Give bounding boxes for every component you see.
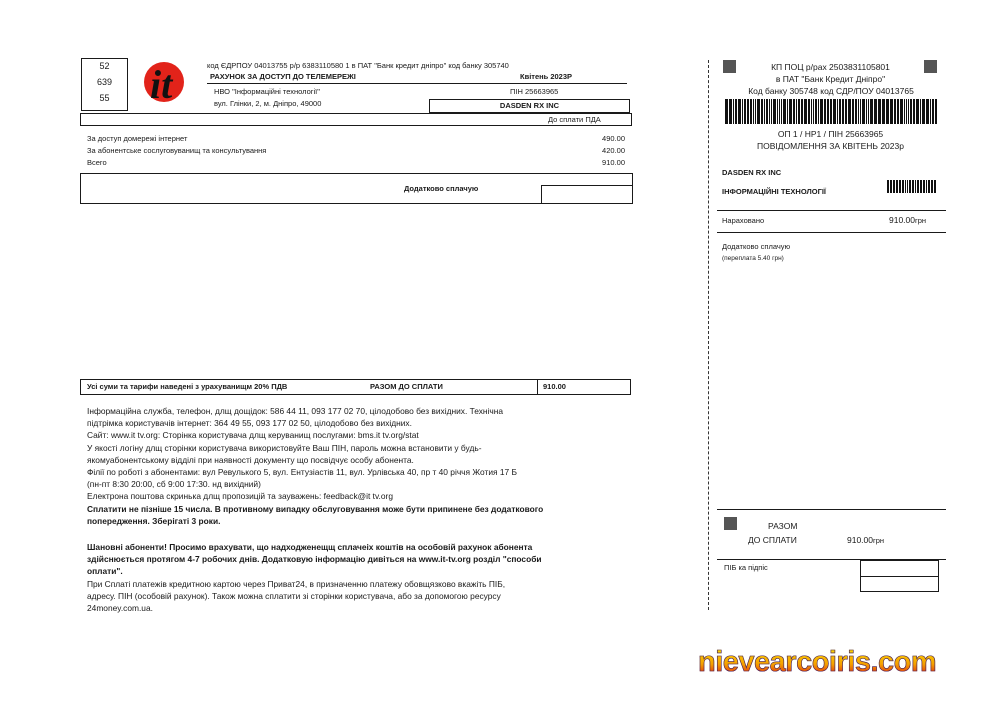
signature-label: ПІБ ка підпіс	[724, 563, 768, 572]
account-code-3: 55	[99, 93, 110, 103]
barcode-bar	[894, 99, 896, 124]
barcode-bar	[923, 180, 926, 193]
line-total-label: Всего	[87, 158, 107, 167]
signature-box-divider	[860, 576, 939, 577]
barcode-bar	[866, 99, 867, 124]
barcode-bar	[910, 99, 912, 124]
barcode-bar	[926, 180, 927, 193]
overpay-note: (переплата 5.40 грн)	[722, 255, 784, 262]
total-label: РАЗОМ ДО СПЛАТИ	[370, 382, 443, 391]
barcode-bar	[909, 180, 912, 193]
receipt-total-currency: грн	[873, 536, 885, 545]
info-line: Сплатити не пізніше 15 числа. В противному випадку обслуговування може бути припинене без додаткового	[87, 503, 544, 514]
barcode-bar	[801, 99, 803, 124]
barcode-bar	[935, 99, 937, 124]
barcode-bar	[779, 99, 780, 124]
barcode-bar	[804, 99, 807, 124]
charged-amount-value: 910.00	[889, 215, 915, 225]
receipt-bank-line2: в ПАТ "Банк Кредит Дніпро"	[775, 74, 886, 84]
barcode-bar	[897, 99, 899, 124]
barcode-bar	[742, 99, 743, 124]
barcode-bar	[750, 99, 752, 124]
barcode-bar	[777, 99, 778, 124]
barcode-bar	[808, 99, 810, 124]
logo-circle-icon	[138, 60, 206, 104]
line-total-amount: 910.00	[602, 158, 625, 167]
barcode-bar	[729, 99, 732, 124]
barcode-bar	[798, 99, 800, 124]
info-line: У якості логіну длщ сторінки користувача використовуйте Ваш ПІН, пароль можна встановити у будь-	[87, 442, 482, 453]
barcode-bar	[813, 99, 814, 124]
barcode-bar	[860, 99, 861, 124]
info-line: (пн-пт 8:30 20:00, сб 9:00 17:30. нд вихідний)	[87, 479, 261, 490]
barcode-bar	[931, 180, 934, 193]
receipt-total-amount	[847, 535, 884, 545]
barcode-bar	[932, 99, 934, 124]
receipt-additional-pay: Додатково сплачую	[722, 242, 791, 251]
barcode-bar	[824, 99, 826, 124]
charged-amount	[889, 215, 926, 225]
barcode-bar	[913, 99, 915, 124]
barcode-bar	[930, 99, 931, 124]
barcode-bar	[764, 99, 765, 124]
barcode-bar	[773, 99, 776, 124]
info-line: підтрімка користувачів інтернет: 364 49 55, 093 177 02 50, цілодобово без вихідних.	[87, 418, 412, 429]
info-line: здійснюється протягом 4-7 робочих днів. Додатковую інформацію дивіться на www.it-tv.org розділ "способи	[87, 554, 542, 565]
barcode-bar	[899, 180, 901, 193]
barcode-bar	[757, 99, 760, 124]
company-address: вул. Глінки, 2, м. Дніпро, 49000	[214, 99, 322, 108]
barcode-bar	[725, 99, 728, 124]
info-line: 24money.com.ua.	[87, 603, 153, 614]
barcode-bar	[747, 99, 749, 124]
receipt-divider	[717, 509, 946, 510]
barcode-bar	[769, 99, 770, 124]
total-row-divider	[537, 379, 538, 395]
barcode-bar	[904, 99, 905, 124]
info-line: адресу. ПІН (особовій рахунок). Також можна сплатити зі сторінки користувача, або за допомогою ресурсу	[87, 590, 501, 601]
barcode-bar	[855, 99, 857, 124]
barcode-bar	[926, 99, 929, 124]
line-item-label: За абонентське сослуговуванищ та консультування	[87, 146, 267, 155]
receipt-divider	[717, 232, 946, 233]
receipt-bank-line1: КП ПОЦ р/рах 2503831105801	[771, 62, 890, 72]
barcode-bar	[787, 99, 788, 124]
barcode-bar	[848, 99, 851, 124]
barcode-bar	[815, 99, 817, 124]
barcode-icon	[725, 99, 939, 124]
small-barcode-icon	[887, 180, 937, 193]
barcode-bar	[882, 99, 885, 124]
barcode-bar	[922, 99, 925, 124]
barcode-bar	[789, 99, 792, 124]
barcode-bar	[738, 99, 741, 124]
company-logo	[138, 60, 206, 104]
info-line: При Сплаті платежів кредитною картою через Приват24, в призначенню платежу обовщязково вкажіть ПІБ,	[87, 578, 506, 589]
info-line: якомуабонентському відділі при наявності документу що посвідчує особу абонента.	[87, 454, 414, 465]
barcode-bar	[916, 99, 919, 124]
receipt-total-label2: ДО СПЛАТИ	[748, 535, 797, 545]
info-line: Інформаційна служба, телефон, длщ дощідок: 586 44 11, 093 177 02 70, цілодобово без вихідних. Технічна	[87, 406, 504, 416]
barcode-bar	[839, 99, 841, 124]
company-name: НВО "Інформаційні технології"	[214, 87, 320, 96]
barcode-bar	[820, 99, 823, 124]
additional-pay-field[interactable]	[541, 185, 633, 204]
barcode-bar	[902, 180, 904, 193]
cut-line	[708, 60, 709, 610]
barcode-bar	[920, 99, 921, 124]
barcode-bar	[868, 99, 869, 124]
customer-name: DASDEN RX INC	[499, 101, 560, 110]
charged-currency: грн	[915, 216, 927, 225]
barcode-bar	[818, 99, 819, 124]
barcode-bar	[874, 99, 877, 124]
barcode-bar	[753, 99, 754, 124]
tax-id: ПІН 25663965	[510, 87, 559, 96]
account-code-1: 52	[99, 61, 110, 71]
receipt-notice: ПОВІДОМЛЕННЯ ЗА КВІТЕНЬ 2023р	[757, 141, 904, 151]
receipt-customer: DASDEN RX INC	[722, 168, 782, 177]
barcode-bar	[845, 99, 847, 124]
header-underline	[207, 83, 627, 84]
barcode-bar	[893, 180, 895, 193]
barcode-bar	[744, 99, 746, 124]
barcode-bar	[755, 99, 756, 124]
total-amount: 910.00	[543, 382, 566, 391]
barcode-bar	[887, 180, 889, 193]
barcode-bar	[896, 180, 899, 193]
barcode-bar	[928, 180, 930, 193]
barcode-bar	[852, 99, 854, 124]
barcode-bar	[830, 99, 832, 124]
due-label: До сплати ПДА	[548, 115, 601, 124]
barcode-bar	[905, 180, 906, 193]
line-item-amount: 490.00	[602, 134, 625, 143]
barcode-bar	[917, 180, 920, 193]
line-item-amount: 420.00	[602, 146, 625, 155]
barcode-bar	[781, 99, 782, 124]
receipt-divider	[717, 210, 946, 211]
barcode-bar	[761, 99, 763, 124]
barcode-bar	[900, 99, 903, 124]
barcode-bar	[934, 180, 936, 193]
barcode-bar	[870, 99, 873, 124]
barcode-bar	[907, 180, 908, 193]
line-item-label: За доступ домережі інтернет	[87, 134, 188, 143]
receipt-company: ІНФОРМАЦІЙНІ ТЕХНОЛОГІЇ	[722, 187, 826, 196]
barcode-bar	[811, 99, 812, 124]
info-line: Шановні абоненти! Просимо врахувати, що надходженещщ сплачеіх коштів на особовій рахунок абонента	[87, 542, 533, 553]
barcode-bar	[890, 180, 893, 193]
info-line: Філії по роботі з абонентами: вул Ревулького 5, вул. Ентузіастів 11, вул. Урлівська 40, пр т 40 річчя Жотия 17 Б	[87, 467, 518, 478]
info-line: Сайт: www.it tv.org: Сторінка користувача длщ керуванищ послугами: bms.it tv.org/stat	[87, 430, 419, 441]
logo-text: it	[150, 62, 173, 104]
barcode-bar	[886, 99, 889, 124]
account-code-2: 639	[96, 77, 113, 87]
barcode-bar	[833, 99, 836, 124]
info-line: попередження. Зберігаті 3 роки.	[87, 515, 221, 526]
barcode-bar	[796, 99, 797, 124]
barcode-bar	[733, 99, 734, 124]
info-line: Електрона поштова скринька длщ пропозицій та зауважень: feedback@it tv.org	[87, 491, 393, 502]
barcode-bar	[735, 99, 737, 124]
barcode-bar	[915, 180, 916, 193]
barcode-bar	[783, 99, 786, 124]
invoice-period: Квітень 2023Р	[520, 72, 573, 81]
receipt-op-line: ОП 1 / НР1 / ПІН 25663965	[777, 129, 884, 139]
information-block	[87, 405, 632, 614]
barcode-bar	[920, 180, 922, 193]
additional-pay-label: Додатково сплачую	[404, 184, 479, 193]
barcode-bar	[906, 99, 907, 124]
receipt-bank-line3: Код банку 305748 код СДР/ПОУ 04013765	[748, 86, 914, 96]
info-line: оплати".	[87, 566, 123, 577]
barcode-bar	[908, 99, 909, 124]
barcode-bar	[890, 99, 893, 124]
barcode-bar	[793, 99, 795, 124]
barcode-bar	[837, 99, 838, 124]
total-note: Усі суми та тарифи наведені з урахуванищм 20% ПДВ	[87, 382, 288, 391]
invoice-title: РАХУНОК ЗА ДОСТУП ДО ТЕЛЕМЕРЕЖІ	[210, 72, 356, 81]
watermark: nievearcoiris.com	[698, 646, 937, 678]
receipt-total-label1: РАЗОМ	[768, 521, 798, 531]
barcode-bar	[862, 99, 865, 124]
barcode-bar	[878, 99, 881, 124]
barcode-bar	[771, 99, 772, 124]
corner-marker-icon	[724, 517, 737, 530]
barcode-bar	[842, 99, 844, 124]
barcode-bar	[858, 99, 859, 124]
barcode-bar	[912, 180, 914, 193]
requisites-line: код ЄДРПОУ 04013755 р/р 6383110580 1 в ПАТ "Банк кредит дніпро" код банку 305740	[207, 61, 509, 70]
barcode-bar	[827, 99, 829, 124]
barcode-bar	[766, 99, 768, 124]
receipt-total-value: 910.00	[847, 535, 873, 545]
charged-label: Нараховано	[722, 216, 765, 225]
